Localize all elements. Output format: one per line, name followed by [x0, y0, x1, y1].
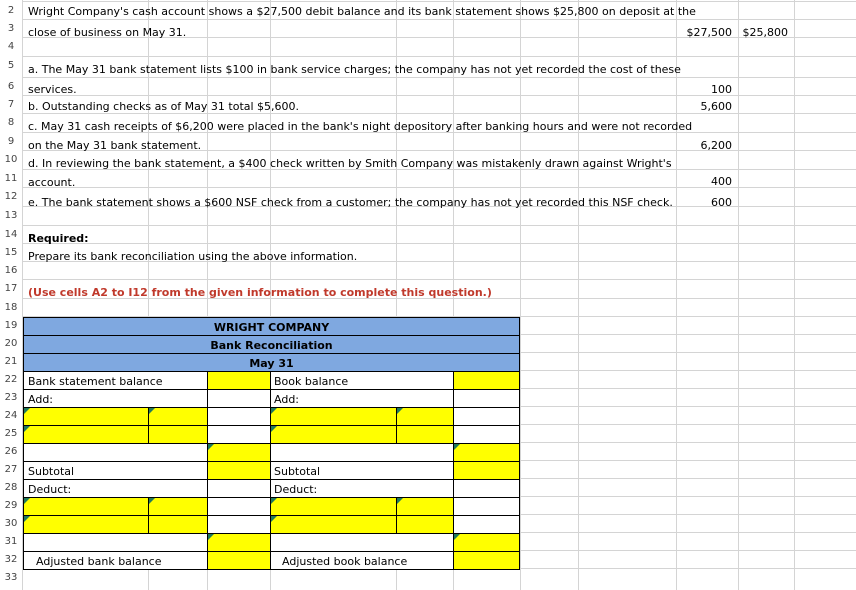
cell-marker: [24, 426, 30, 432]
row-header[interactable]: 33: [0, 572, 22, 583]
item-d-value[interactable]: 400: [711, 175, 732, 188]
item-c-line-2: on the May 31 bank statement.: [28, 139, 202, 152]
row-header[interactable]: 6: [0, 81, 22, 92]
row-header[interactable]: 4: [0, 41, 22, 52]
row-header[interactable]: 16: [0, 265, 22, 276]
row-header[interactable]: 9: [0, 136, 22, 147]
instruction-text: Prepare its bank reconciliation using the above information.: [28, 250, 358, 263]
book-add-total-label-blank: [270, 443, 454, 462]
book-deduct-total-input[interactable]: [453, 533, 520, 552]
row-header[interactable]: 11: [0, 173, 22, 184]
row-header[interactable]: 7: [0, 99, 22, 110]
row-header[interactable]: 29: [0, 500, 22, 511]
book-deduct-desc-1[interactable]: [270, 497, 397, 516]
book-deduct-desc-2[interactable]: [270, 515, 397, 534]
grid-line: [22, 225, 856, 226]
bank-deduct-total-blank-1: [207, 497, 271, 516]
bank-balance-input[interactable]: [207, 371, 271, 390]
bank-add-desc-1[interactable]: [23, 407, 149, 426]
recon-company: WRIGHT COMPANY: [213, 321, 330, 334]
grid-line: [22, 279, 856, 280]
row-header[interactable]: 21: [0, 356, 22, 367]
item-e-value[interactable]: 600: [711, 196, 732, 209]
cell-marker: [271, 426, 277, 432]
required-heading: Required:: [28, 232, 89, 245]
grid-line: [794, 0, 795, 590]
grid-line: [738, 0, 739, 590]
row-header[interactable]: 30: [0, 518, 22, 529]
book-deduct-total-label-blank: [270, 533, 454, 552]
bank-add-total-blank-2: [207, 425, 271, 444]
bank-add-amt-1[interactable]: [148, 407, 208, 426]
row-header[interactable]: 26: [0, 446, 22, 457]
bank-subtotal-label: Subtotal: [28, 465, 75, 478]
row-header[interactable]: 32: [0, 554, 22, 565]
bank-add-label: Add:: [28, 393, 54, 406]
book-deduct-amt-2[interactable]: [396, 515, 454, 534]
grid-line: [22, 19, 856, 20]
bank-balance-label: Bank statement balance: [28, 375, 163, 388]
bank-add-desc-2[interactable]: [23, 425, 149, 444]
row-header[interactable]: 19: [0, 320, 22, 331]
book-add-blank: [453, 389, 520, 408]
row-header[interactable]: 31: [0, 536, 22, 547]
grid-line: [22, 77, 856, 78]
cell-marker: [208, 444, 214, 450]
bank-add-total-input[interactable]: [207, 443, 271, 462]
bank-deduct-label: Deduct:: [28, 483, 72, 496]
row-header[interactable]: 20: [0, 338, 22, 349]
item-a-value[interactable]: 100: [711, 83, 732, 96]
row-header[interactable]: 22: [0, 374, 22, 385]
bank-deduct-blank: [207, 479, 271, 498]
book-balance-value[interactable]: $27,500: [686, 26, 732, 39]
book-add-desc-2[interactable]: [270, 425, 397, 444]
book-add-amt-1[interactable]: [396, 407, 454, 426]
book-add-label: Add:: [274, 393, 300, 406]
item-a-line-1: a. The May 31 bank statement lists $100 in bank service charges; the company has not yet recorded the cost of these: [28, 63, 681, 76]
cell-marker: [208, 534, 214, 540]
bank-add-blank: [207, 389, 271, 408]
book-subtotal-label: Subtotal: [274, 465, 321, 478]
book-balance-label: Book balance: [274, 375, 349, 388]
book-deduct-total-blank-2: [453, 515, 520, 534]
item-d-line-1: d. In reviewing the bank statement, a $400 check written by Smith Company was mistakenly drawn against Wright's: [28, 157, 672, 170]
problem-line-1: Wright Company's cash account shows a $27,500 debit balance and its bank statement shows $25,800 on deposit at the: [28, 5, 696, 18]
book-add-desc-1[interactable]: [270, 407, 397, 426]
book-deduct-total-blank-1: [453, 497, 520, 516]
bank-add-total-label-blank: [23, 443, 208, 462]
row-header[interactable]: 12: [0, 191, 22, 202]
note-text: (Use cells A2 to I12 from the given information to complete this question.): [28, 286, 492, 299]
item-c-line-1: c. May 31 cash receipts of $6,200 were placed in the bank's night depository after banking hours and were not recorded: [28, 120, 693, 133]
bank-deduct-amt-2[interactable]: [148, 515, 208, 534]
row-header[interactable]: 14: [0, 229, 22, 240]
row-header[interactable]: 27: [0, 464, 22, 475]
row-header[interactable]: 23: [0, 392, 22, 403]
row-header[interactable]: 3: [0, 23, 22, 34]
row-header[interactable]: 2: [0, 5, 22, 16]
grid-line: [22, 113, 856, 114]
cell-marker: [397, 498, 403, 504]
bank-deduct-total-blank-2: [207, 515, 271, 534]
book-deduct-blank: [453, 479, 520, 498]
cell-marker: [149, 498, 155, 504]
bank-deduct-desc-2[interactable]: [23, 515, 149, 534]
bank-deduct-total-label-blank: [23, 533, 208, 552]
item-b-line: b. Outstanding checks as of May 31 total $5,600.: [28, 100, 300, 113]
book-deduct-amt-1[interactable]: [396, 497, 454, 516]
adj-bank-label: Adjusted bank balance: [36, 555, 162, 568]
cell-marker: [24, 498, 30, 504]
book-balance-input[interactable]: [453, 371, 520, 390]
adj-bank-input[interactable]: [207, 551, 271, 570]
grid-line: [578, 0, 579, 590]
cell-marker: [271, 516, 277, 522]
grid-line: [22, 243, 856, 244]
recon-date: May 31: [249, 357, 294, 370]
adj-book-label: Adjusted book balance: [282, 555, 408, 568]
row-header[interactable]: 24: [0, 410, 22, 421]
adj-book-input[interactable]: [453, 551, 520, 570]
grid-line: [676, 0, 677, 590]
cell-marker: [271, 498, 277, 504]
grid-line: [22, 56, 856, 57]
book-add-total-blank-1: [453, 407, 520, 426]
item-c-value[interactable]: 6,200: [700, 139, 732, 152]
bank-add-total-blank-1: [207, 407, 271, 426]
cell-marker: [24, 408, 30, 414]
book-deduct-label: Deduct:: [274, 483, 318, 496]
problem-line-2: close of business on May 31.: [28, 26, 187, 39]
row-header[interactable]: 15: [0, 247, 22, 258]
cell-marker: [454, 534, 460, 540]
book-add-total-blank-2: [453, 425, 520, 444]
cell-marker: [397, 408, 403, 414]
recon-title: Bank Reconciliation: [210, 339, 333, 352]
item-a-line-2: services.: [28, 83, 77, 96]
bank-add-amt-2[interactable]: [148, 425, 208, 444]
row-header[interactable]: 17: [0, 283, 22, 294]
grid-line: [22, 1, 856, 2]
bank-subtotal-input[interactable]: [207, 461, 271, 480]
book-add-amt-2[interactable]: [396, 425, 454, 444]
cell-marker: [149, 408, 155, 414]
row-header[interactable]: 13: [0, 210, 22, 221]
item-b-value[interactable]: 5,600: [700, 100, 732, 113]
grid-line: [520, 0, 521, 590]
cell-marker: [24, 516, 30, 522]
book-subtotal-input[interactable]: [453, 461, 520, 480]
item-e-line: e. The bank statement shows a $600 NSF check from a customer; the company has not yet recorded this NSF check.: [28, 196, 673, 209]
row-header[interactable]: 5: [0, 60, 22, 71]
row-header[interactable]: 8: [0, 117, 22, 128]
cell-marker: [271, 408, 277, 414]
row-header[interactable]: 28: [0, 482, 22, 493]
item-d-line-2: account.: [28, 176, 76, 189]
row-header[interactable]: 18: [0, 302, 22, 313]
bank-deduct-total-input[interactable]: [207, 533, 271, 552]
bank-deduct-amt-1[interactable]: [148, 497, 208, 516]
row-header[interactable]: 10: [0, 154, 22, 165]
book-add-total-input[interactable]: [453, 443, 520, 462]
bank-balance-value[interactable]: $25,800: [742, 26, 788, 39]
bank-deduct-desc-1[interactable]: [23, 497, 149, 516]
cell-marker: [454, 444, 460, 450]
row-header[interactable]: 25: [0, 428, 22, 439]
